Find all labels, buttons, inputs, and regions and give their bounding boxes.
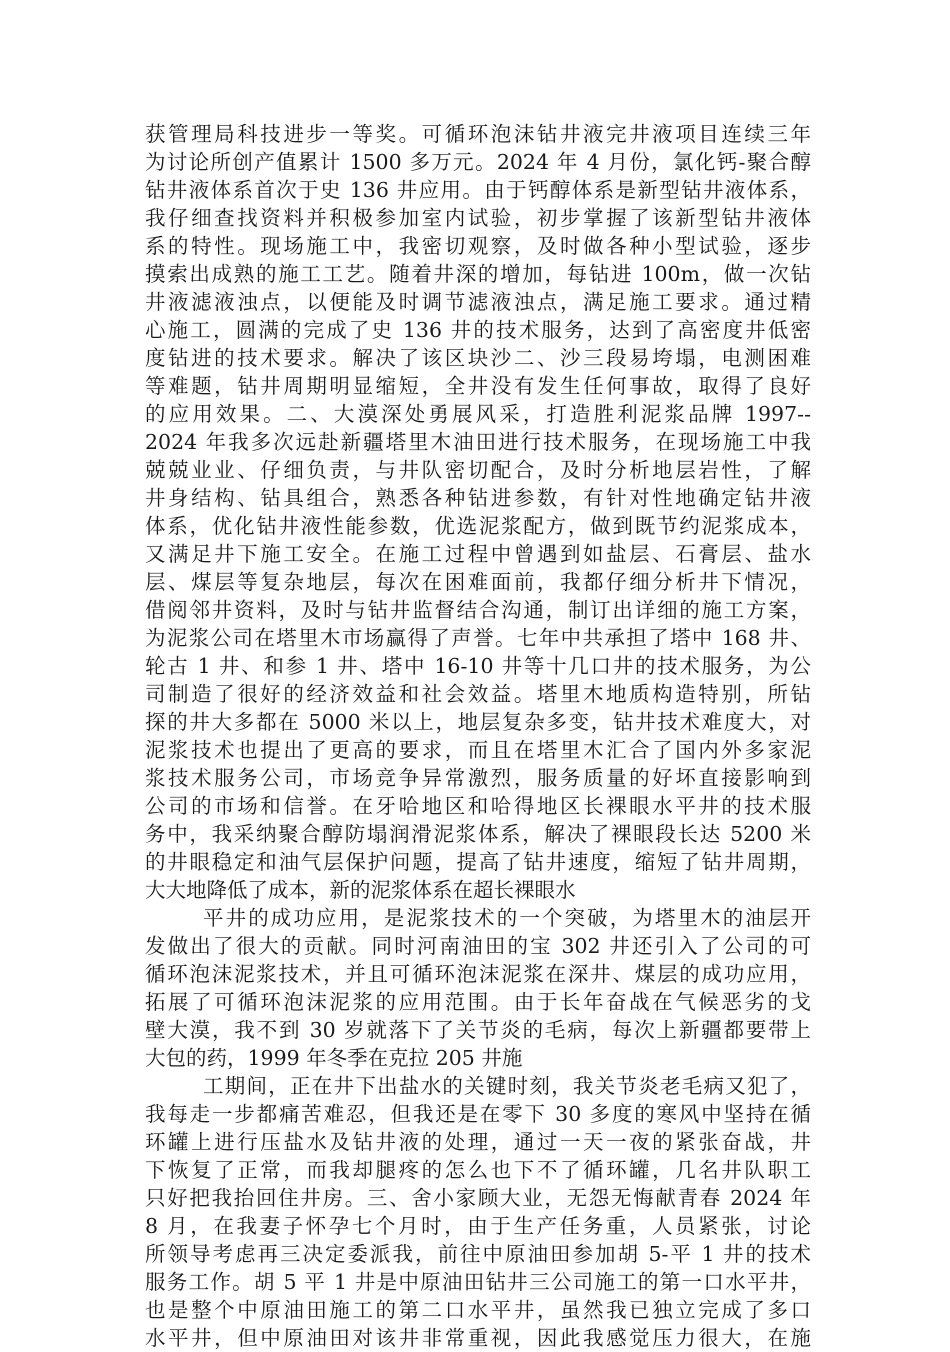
text-line: 8 月，在我妻子怀孕七个月时，由于生产任务重，人员紧张，讨论: [145, 1214, 811, 1238]
text-line: 所领导考虑再三决定委派我，前往中原油田参加胡 5-平 1 井的技术: [145, 1242, 811, 1266]
text-line: 浆技术服务公司，市场竞争异常激烈，服务质量的好坏直接影响到: [145, 766, 811, 790]
text-line: 务中，我采纳聚合醇防塌润滑泥浆体系，解决了裸眼段长达 5200 米: [145, 822, 811, 846]
text-line: 又满足井下施工安全。在施工过程中曾遇到如盐层、石膏层、盐水: [145, 542, 811, 566]
text-line: 获管理局科技进步一等奖。可循环泡沫钻井液完井液项目连续三年: [145, 122, 811, 146]
text-line: 壁大漠，我不到 30 岁就落下了关节炎的毛病，每次上新疆都要带上: [145, 1018, 811, 1042]
text-line: 我仔细查找资料并积极参加室内试验，初步掌握了该新型钻井液体: [145, 206, 811, 230]
text-line: 环罐上进行压盐水及钻井液的处理，通过一天一夜的紧张奋战，井: [145, 1130, 811, 1154]
text-line: 大包的药，1999 年冬季在克拉 205 井施: [145, 1046, 523, 1070]
text-line: 的井眼稳定和油气层保护问题，提高了钻井速度，缩短了钻井周期，: [145, 850, 811, 874]
text-line: 循环泡沫泥浆技术，并且可循环泡沫泥浆在深井、煤层的成功应用，: [145, 962, 811, 986]
text-line: 下恢复了正常，而我却腿疼的怎么也下不了循环罐，几名井队职工: [145, 1158, 811, 1182]
text-line: 公司的市场和信誉。在牙哈地区和哈得地区长裸眼水平井的技术服: [145, 794, 811, 818]
text-line: 轮古 1 井、和参 1 井、塔中 16-10 井等十几口井的技术服务，为公: [145, 654, 811, 678]
text-line: 探的井大多都在 5000 米以上，地层复杂多变，钻井技术难度大，对: [145, 710, 811, 734]
text-line: 钻井液体系首次于史 136 井应用。由于钙醇体系是新型钻井液体系，: [145, 178, 811, 202]
text-line: 等难题，钻井周期明显缩短，全井没有发生任何事故，取得了良好: [145, 374, 811, 398]
text-line: 司制造了很好的经济效益和社会效益。塔里木地质构造特别，所钻: [145, 682, 811, 706]
text-line: 借阅邻井资料，及时与钻井监督结合沟通，制订出详细的施工方案，: [145, 598, 811, 622]
document-body: [145, 120, 811, 1352]
text-line: 工期间，正在井下出盐水的关键时刻，我关节炎老毛病又犯了，: [203, 1074, 811, 1098]
text-line: 也是整个中原油田施工的第二口水平井，虽然我已独立完成了多口: [145, 1298, 811, 1322]
text-line: 只好把我抬回住井房。三、舍小家顾大业，无怨无悔献青春 2024 年: [145, 1186, 811, 1210]
text-line: 我每走一步都痛苦难忍，但我还是在零下 30 多度的寒风中坚持在循: [145, 1102, 811, 1126]
text-line: 发做出了很大的贡献。同时河南油田的宝 302 井还引入了公司的可: [145, 934, 811, 958]
text-line: 泥浆技术也提出了更高的要求，而且在塔里木汇合了国内外多家泥: [145, 738, 811, 762]
text-line: 的应用效果。二、大漠深处勇展风采，打造胜利泥浆品牌 1997--: [145, 402, 811, 426]
text-line: 为泥浆公司在塔里木市场赢得了声誉。七年中共承担了塔中 168 井、: [145, 626, 811, 650]
text-line: 拓展了可循环泡沫泥浆的应用范围。由于长年奋战在气候恶劣的戈: [145, 990, 811, 1014]
text-line: 系的特性。现场施工中，我密切观察，及时做各种小型试验，逐步: [145, 234, 811, 258]
text-line: 心施工，圆满的完成了史 136 井的技术服务，达到了高密度井低密: [145, 318, 811, 342]
text-line: 服务工作。胡 5 平 1 井是中原油田钻井三公司施工的第一口水平井，: [145, 1270, 811, 1294]
text-line: 摸索出成熟的施工工艺。随着井深的增加，每钻进 100m，做一次钻: [145, 262, 811, 286]
text-line: 大大地降低了成本，新的泥浆体系在超长裸眼水: [145, 878, 576, 902]
text-line: 度钻进的技术要求。解决了该区块沙二、沙三段易垮塌，电测困难: [145, 346, 811, 370]
text-line: 平井的成功应用，是泥浆技术的一个突破，为塔里木的油层开: [203, 906, 811, 930]
text-line: 井身结构、钻具组合，熟悉各种钻进参数，有针对性地确定钻井液: [145, 486, 811, 510]
text-line: 水平井，但中原油田对该井非常重视，因此我感觉压力很大，在施: [145, 1326, 811, 1350]
text-line: 井液滤液浊点，以便能及时调节滤液浊点，满足施工要求。通过精: [145, 290, 811, 314]
text-line: 2024 年我多次远赴新疆塔里木油田进行技术服务，在现场施工中我: [145, 430, 811, 454]
text-line: 为讨论所创产值累计 1500 多万元。2024 年 4 月份，氯化钙-聚合醇: [145, 150, 811, 174]
text-line: 层、煤层等复杂地层，每次在困难面前，我都仔细分析井下情况，: [145, 570, 811, 594]
text-line: 兢兢业业、仔细负责，与井队密切配合，及时分析地层岩性，了解: [145, 458, 811, 482]
text-line: 体系，优化钻井液性能参数，优选泥浆配方，做到既节约泥浆成本，: [145, 514, 811, 538]
